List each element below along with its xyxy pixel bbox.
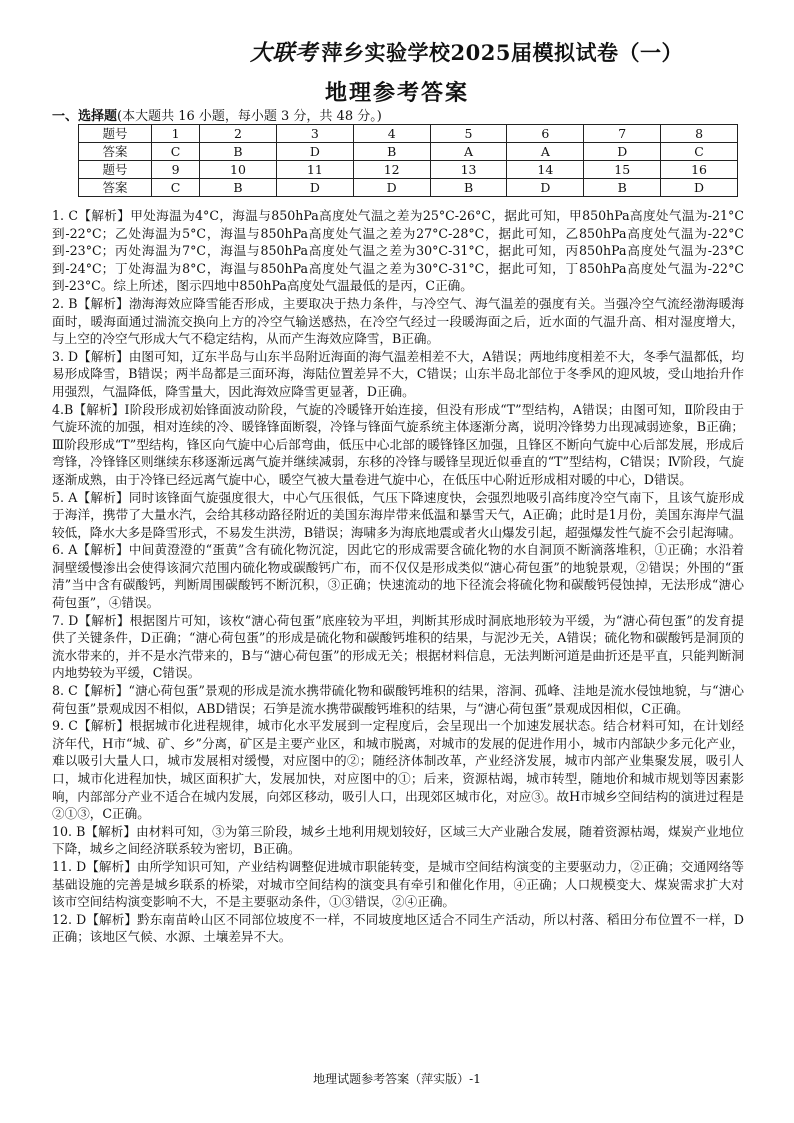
question-number-cell: 2: [200, 125, 277, 143]
question-number-cell: 3: [276, 125, 353, 143]
answer-cell: C: [152, 143, 200, 161]
answer-cell: D: [276, 179, 353, 197]
question-number-cell: 13: [430, 161, 507, 179]
explanation-item: 2. B【解析】渤海海效应降雪能否形成，主要取决于热力条件，与冷空气、海气温差的强度有关。当强冷空气流经渤海暖海面时，暖海面通过湍流交换向上方的冷空气输送感热，在冷空气经过一段暖海面之后，近水面的气温升高、相对湿度增大，与上空的冷空气形成大气不稳定结构，从而产生海效应降雪，B正确。: [52, 295, 744, 347]
explanation-item: 1. C【解析】甲处海温为4°C，海温与850hPa高度处气温之差为25°C-26°C，据此可知，甲850hPa高度处气温为-21°C到-22°C；乙处海温为5°C，海温与850hPa高度处气温之差为27°C-28°C，据此可知，乙850hPa高度处气温为-22°C到-23°C；丙处海温为7°C，海温与850hPa高度处气温之差为30°C-31°C，据此可知，丙850hPa高度处气温为-23°C到-24°C；丁处海温为8°C，海温与850hPa高度处气温之差为30°C-31°C，据此可知，丁850hPa高度处气温为-22°C到-23°C。综上所述，图示四地中850hPa高度处气温最低的是丙，C正确。: [52, 208, 744, 294]
explanation-item: 8. C【解析】“溏心荷包蛋”景观的形成是流水携带硫化物和碳酸钙堆积的结果，溶洞、孤峰、洼地是流水侵蚀地貌，与“溏心荷包蛋”景观成因不相似，ABD错误；石笋是流水携带碳酸钙堆积的结果，与“溏心荷包蛋”景观成因相似，C正确。: [52, 683, 744, 716]
answer-cell: A: [430, 143, 507, 161]
answer-cell: B: [353, 143, 430, 161]
question-number-cell: 4: [353, 125, 430, 143]
explanation-item: 5. A【解析】同时该锋面气旋强度很大，中心气压很低，气压下降速度快，会强烈地吸引高纬度冷空气南下，且该气旋形成于海洋，携带了大量水汽，会给其移动路径附近的美国东海岸带来低温和暴雪天气，A正确；此时是1月份，美国东海岸气温较低，降水大多是降雪形式，不易发生洪涝，B错误；海啸多为海底地震或者火山爆发引起，超强爆发性气旋不会引起海啸。: [52, 489, 744, 540]
question-number-cell: 6: [507, 125, 584, 143]
question-number-cell: 16: [661, 161, 738, 179]
explanation-item: 11. D【解析】由所学知识可知，产业结构调整促进城市职能转变，是城市空间结构演变的主要驱动力，②正确；交通网络等基础设施的完善是城乡联系的桥梁，对城市空间结构的演变具有牵引和催化作用，④正确；人口规模变大、煤炭需求扩大对该市空间结构演变影响不大，不是主要驱动条件，①③错误，②④正确。: [52, 858, 744, 910]
answer-cell: D: [353, 179, 430, 197]
answer-cell: C: [152, 179, 200, 197]
row-label-question: 题号: [79, 125, 152, 143]
question-number-row: [79, 161, 738, 179]
question-number-row: [79, 125, 738, 143]
explanation-item: 7. D【解析】根据图片可知，该枚“溏心荷包蛋”底座较为平坦，判断其形成时洞底地形较为平缓，为“溏心荷包蛋”的发育提供了关键条件，D正确；“溏心荷包蛋”的形成是硫化物和碳酸钙堆积的结果，与泥沙无关，A错误；硫化物和碳酸钙是洞顶的流水带来的，并不是水汽带来的，B与“溏心荷包蛋”的形成无关；根据材料信息，无法判断河道是曲折还是平直，只能判断洞内地势较为平缓，C错误。: [52, 612, 744, 681]
answer-cell: B: [430, 179, 507, 197]
answer-cell: D: [276, 143, 353, 161]
explanations-list: [52, 207, 744, 946]
section-description: (本大题共 16 小题，每小题 3 分，共 48 分。): [117, 109, 382, 124]
answer-cell: D: [507, 179, 584, 197]
question-number-cell: 15: [584, 161, 661, 179]
question-number-cell: 9: [152, 161, 200, 179]
section-title: 一、选择题: [52, 109, 118, 124]
question-number-cell: 8: [661, 125, 738, 143]
answer-cell: B: [584, 179, 661, 197]
explanation-item: 10. B【解析】由材料可知，③为第三阶段，城乡土地利用规划较好，区域三大产业融合发展，随着资源枯竭，煤炭产业地位下降，城乡之间经济联系较为密切，B正确。: [52, 823, 744, 857]
answer-cell: B: [200, 143, 277, 161]
answer-cell: C: [661, 143, 738, 161]
row-label-answer: 答案: [79, 143, 152, 161]
explanation-item: 4.B【解析】Ⅰ阶段形成初始锋面波动阶段，气旋的冷暖锋开始连接，但没有形成“T”型结构，A错误；由图可知，Ⅱ阶段由于气旋环流的加强，相对连续的冷、暖锋锋面断裂，冷锋与锋面气旋系统主体逐渐分离，说明冷锋势力出现减弱迹象，B正确；Ⅲ阶段形成“T”型结构，锋区向气旋中心后部弯曲，低压中心北部的暖锋锋区加强，且锋区不断向气旋中心后部发展，形成后弯锋，冷锋锋区则继续东移逐渐远离气旋并继续减弱，东移的冷锋与暖锋呈现近似垂直的“T”型结构，C错误；Ⅳ阶段，气旋逐渐成熟，由于冷锋已经远离气旋中心，暖空气被大量卷进气旋中心，在低压中心附近形成相对暖的中心，D错误。: [52, 401, 744, 487]
question-number-cell: 11: [276, 161, 353, 179]
question-number-cell: 7: [584, 125, 661, 143]
row-label-question: 题号: [79, 161, 152, 179]
exam-header: [250, 36, 770, 67]
explanation-item: 9. C【解析】根据城市化进程规律，城市化水平发展到一定程度后，会呈现出一个加速发展状态。结合材料可知，在计划经济年代，H市“城、矿、乡”分离，矿区是主要产业区，和城市脱离，对城市的发展的促进作用小，城市内部缺少多元化产业，难以吸引大量人口，城市发展相对缓慢，对应图中的②；随经济体制改革，产业经济发展，城市内部产业集聚发展，吸引人口，城市化进程加快，城区面积扩大，发展加快，对应图中的①；后来，资源枯竭，城市转型，随地价和城市规划等因素影响，内部部分产业不适合在城内发展，向郊区移动，吸引人口，出现郊区城市化，对应③。故H市城乡空间结构的演进过程是②①③，C正确。: [52, 718, 744, 822]
answer-table: [78, 124, 738, 197]
question-number-cell: 10: [200, 161, 277, 179]
page-footer: 地理试题参考答案（萍实版）-1: [313, 1072, 481, 1086]
question-number-cell: 14: [507, 161, 584, 179]
explanation-item: 12. D【解析】黔东南苗岭山区不同部位坡度不一样，不同坡度地区适合不同生产活动，所以村落、稻田分布位置不一样，D正确；该地区气候、水源、土壤差异不大。: [52, 911, 744, 945]
brand-logo-text: 大联考: [250, 40, 318, 66]
school-exam-title: 萍乡实验学校2025届模拟试卷（一）: [321, 40, 683, 65]
answer-cell: D: [584, 143, 661, 161]
answer-cell: A: [507, 143, 584, 161]
answer-cell: D: [661, 179, 738, 197]
row-label-answer: 答案: [79, 179, 152, 197]
question-number-cell: 5: [430, 125, 507, 143]
explanation-item: 6. A【解析】中间黄澄澄的“蛋黄”含有硫化物沉淀，因此它的形成需要含硫化物的水自洞顶不断滴落堆积，①正确；水沿着洞壁缓慢渗出会使得该洞穴范围内硫化物或碳酸钙广布，而不仅仅是形成类似“溏心荷包蛋”的地貌景观，②错误；外围的“蛋清”当中含有碳酸钙，判断周围碳酸钙不断沉积，③正确；快速流动的地下径流会将硫化物和碳酸钙侵蚀掉，无法形成“溏心荷包蛋”，④错误。: [52, 542, 744, 611]
explanation-item: 3. D【解析】由图可知，辽东半岛与山东半岛附近海面的海气温差相差不大，A错误；两地纬度相差不大，冬季气温都低，均易形成降雪，B错误；两半岛都是三面环海，海陆位置差异不大，C错误；山东半岛北部位于冬季风的迎风坡，受山地抬升作用强烈，气温降低，降雪量大，因此海效应降雪更显著，D正确。: [52, 348, 744, 399]
question-number-cell: 1: [152, 125, 200, 143]
section-heading: [52, 105, 382, 124]
page-title: 地理参考答案: [324, 80, 469, 106]
answer-cell: B: [200, 179, 277, 197]
answer-row: [79, 179, 738, 197]
answer-row: [79, 143, 738, 161]
question-number-cell: 12: [353, 161, 430, 179]
